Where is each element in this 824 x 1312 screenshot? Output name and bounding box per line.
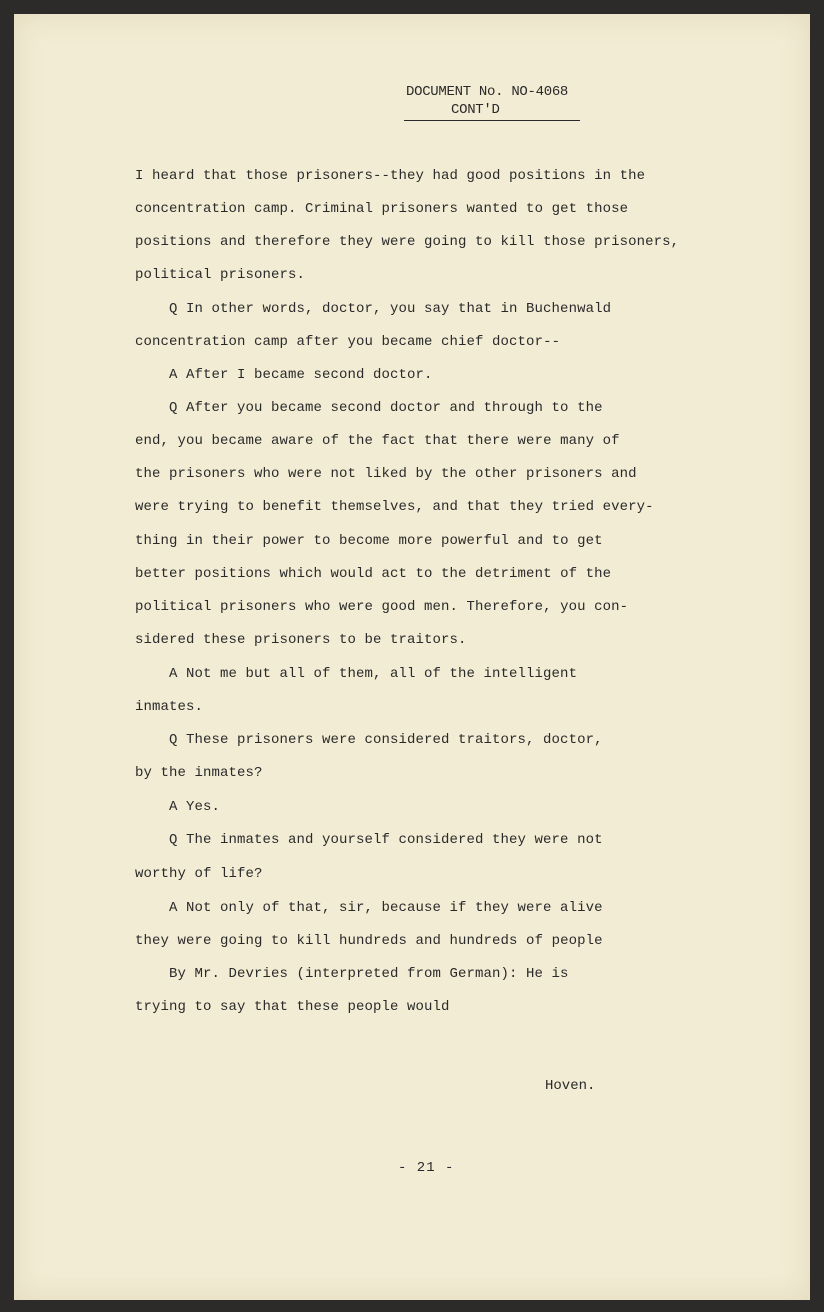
text-line: by the inmates? [135, 765, 263, 781]
text-line: trying to say that these people would [135, 999, 450, 1015]
text-line: were trying to benefit themselves, and that they tried every- [135, 499, 654, 515]
text-line: A Not me but all of them, all of the intelligent [169, 666, 578, 682]
page-number: - 21 - [398, 1160, 455, 1176]
text-line: A Yes. [169, 799, 221, 815]
document-page [14, 14, 810, 1300]
text-line: A After I became second doctor. [169, 367, 433, 383]
text-line: Q These prisoners were considered traitors, doctor, [169, 732, 603, 748]
text-line: thing in their power to become more powerful and to get [135, 533, 603, 549]
text-line: A Not only of that, sir, because if they were alive [169, 900, 603, 916]
text-line: political prisoners. [135, 267, 306, 283]
text-line: Q The inmates and yourself considered they were not [169, 832, 603, 848]
text-line: Q After you became second doctor and through to the [169, 400, 603, 416]
text-line: they were going to kill hundreds and hundreds of people [135, 933, 603, 949]
text-line: concentration camp. Criminal prisoners wanted to get those [135, 201, 629, 217]
text-line: better positions which would act to the detriment of the [135, 566, 612, 582]
text-line: Q In other words, doctor, you say that in Buchenwald [169, 301, 612, 317]
document-header [404, 83, 580, 121]
text-line: end, you became aware of the fact that there were many of [135, 433, 620, 449]
signature: Hoven. [545, 1078, 596, 1094]
continued-label: CONT'D [404, 101, 580, 121]
text-line: I heard that those prisoners--they had good positions in the [135, 168, 646, 184]
text-line: the prisoners who were not liked by the other prisoners and [135, 466, 637, 482]
text-line: By Mr. Devries (interpreted from German): He is [169, 966, 569, 982]
text-line: positions and therefore they were going to kill those prisoners, [135, 234, 680, 250]
text-line: sidered these prisoners to be traitors. [135, 632, 467, 648]
text-line: worthy of life? [135, 866, 263, 882]
text-line: concentration camp after you became chief doctor-- [135, 334, 561, 350]
text-line: political prisoners who were good men. Therefore, you con- [135, 599, 629, 615]
document-number: DOCUMENT No. NO-4068 [406, 84, 569, 100]
text-line: inmates. [135, 699, 204, 715]
